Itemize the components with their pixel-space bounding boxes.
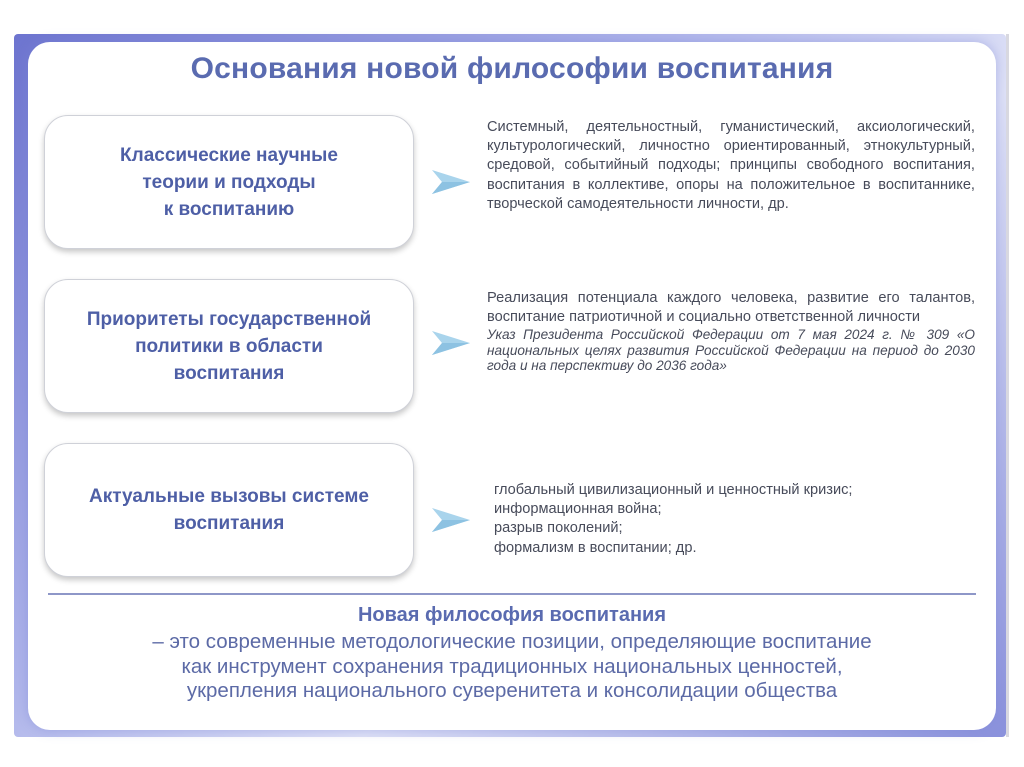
card-description [487,289,975,374]
card-current-challenges [44,443,414,577]
card-classical-theories [44,115,414,249]
slide-edge [1006,34,1009,737]
divider [48,593,976,595]
definition-text: – это современные методологические позиции, определяющие воспитание как инструмент сохранения традиционных национальных ценностей, укрепления национального суверенитета и консолидации общества [152,630,872,703]
description-text: Реализация потенциала каждого человека, развитие его талантов, воспитание патриотичной и социально ответственной личности [487,290,975,326]
card-label: Актуальные вызовы системе воспитания [89,486,369,534]
challenges-list [494,481,982,558]
paper-plane-arrow-icon [426,500,474,540]
card-label: Приоритеты государственной политики в области воспитания [86,308,372,384]
paper-plane-arrow-icon [426,323,474,363]
paper-plane-arrow-icon [426,162,474,202]
definition-title: Новая философия воспитания [357,604,667,626]
list-item: формализм в воспитании; др. [494,539,697,556]
card-description: Системный, деятельностный, гуманистический, аксиологический, культурологический, личностно ориентированный, этнокультурный, средовой, событийный подходы; принципы свободного воспитания, воспитания в коллективе, опоры на положительное в воспитаннике, творческой самодеятельности личности, др. [487,119,975,212]
card-label: Классические научные теории и подходы к воспитанию [120,144,338,220]
page-title: Основания новой философии воспитания [190,52,834,85]
card-state-policy-priorities [44,279,414,413]
list-item: глобальный цивилизационный и ценностный кризис; [494,482,853,498]
list-item: разрыв поколений; [494,520,623,537]
decree-reference: Указ Президента Российской Федерации от 7 мая 2024 г. № 309 «О национальных целях развития Российской Федерации на период до 2030 года и на перспективу до 2036 года» [487,327,975,374]
list-item: информационная война; [494,501,662,518]
